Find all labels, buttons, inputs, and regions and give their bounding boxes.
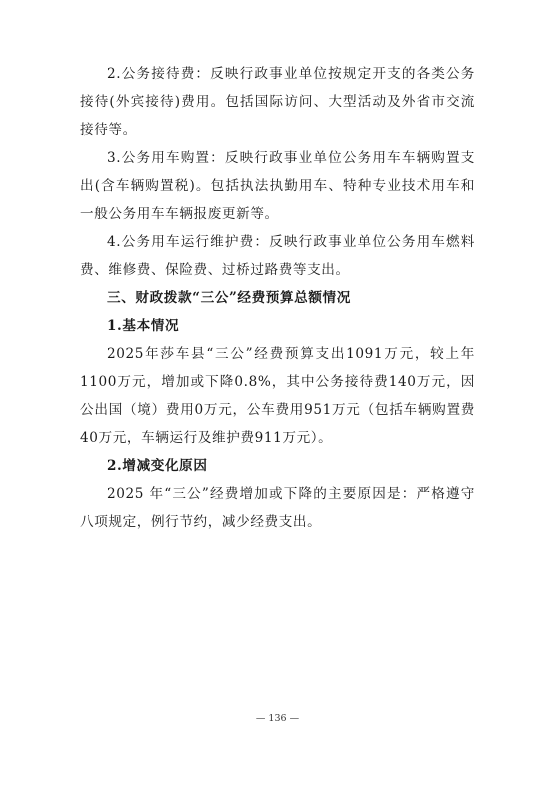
paragraph-vehicle-purchase: 3.公务用车购置：反映行政事业单位公务用车车辆购置支出(含车辆购置税)。包括执法执勤用车、特种专业技术用车和一般公务用车车辆报废更新等。 xyxy=(80,150,475,222)
paragraph-vehicle-maintenance: 4.公务用车运行维护费：反映行政事业单位公务用车燃料费、维修费、保险费、过桥过路费等支出。 xyxy=(80,234,475,278)
subsection-heading-change-reason: 2.增减变化原因 xyxy=(107,458,208,474)
page-number: — 136 — xyxy=(255,713,300,724)
section-heading: 三、财政拨款“三公”经费预算总额情况 xyxy=(107,290,351,306)
paragraph-basic-situation: 2025年莎车县“三公”经费预算支出1091万元，较上年1100万元，增加或下降0.8%，其中公务接待费140万元，因公出国（境）费用0万元，公车费用951万元（包括车辆购置费40万元，车辆运行及维护费911万元）。 xyxy=(80,346,475,446)
paragraph-reception-fee: 2.公务接待费：反映行政事业单位按规定开支的各类公务接待(外宾接待)费用。包括国际访问、大型活动及外省市交流接待等。 xyxy=(80,66,475,138)
subsection-heading-basic: 1.基本情况 xyxy=(107,318,180,334)
paragraph-change-reason: 2025 年“三公”经费增加或下降的主要原因是：严格遵守八项规定，例行节约，减少经费支出。 xyxy=(80,486,475,530)
